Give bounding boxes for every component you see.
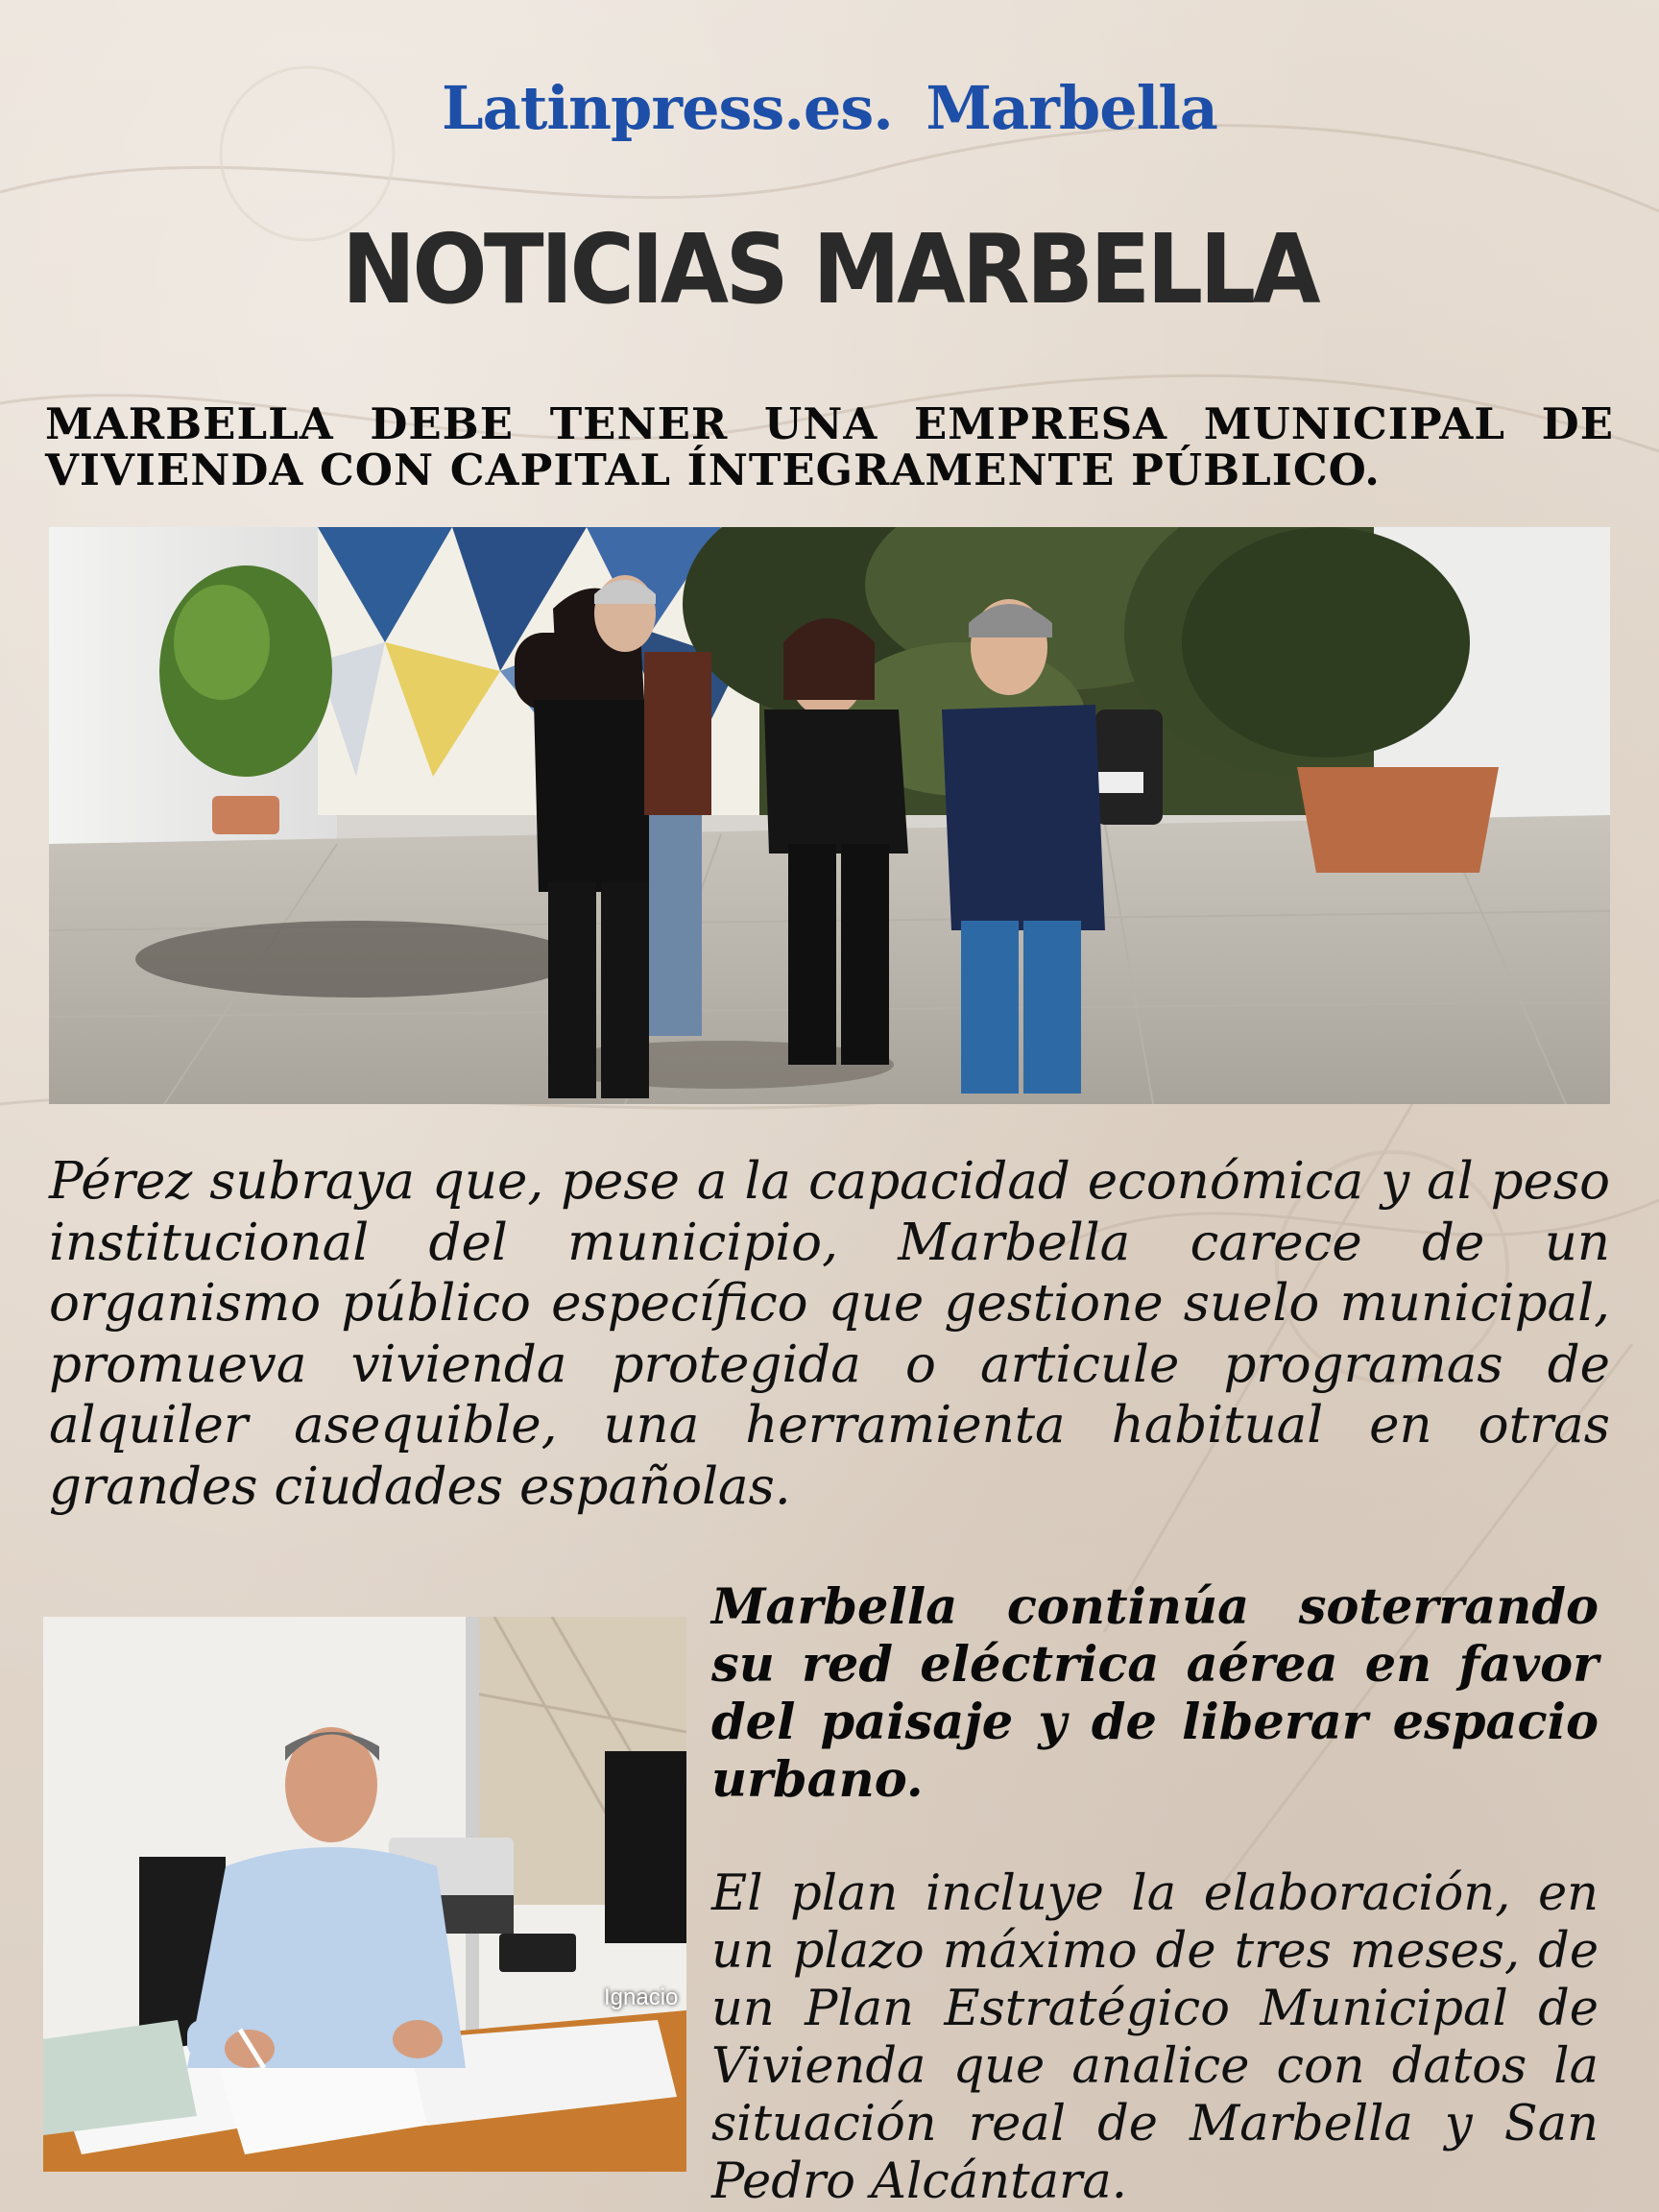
article2-headline: Marbella continúa soterrando su red eléctrica aérea en favor del paisaje y de liberar espacio urbano. — [711, 1578, 1599, 1809]
section-title: NOTICIAS MARBELLA — [342, 213, 1317, 325]
group-photo-illustration — [49, 527, 1610, 1104]
site-name: Latinpress.es. Marbella — [442, 73, 1217, 143]
article1-headline: MARBELLA DEBE TENER UNA EMPRESA MUNICIPAL DE VIVIENDA CON CAPITAL ÍNTEGRAMENTE PÚBLICO. — [45, 398, 1614, 495]
photo-overlay-text: Ignacio — [604, 1984, 679, 2010]
article2-body: El plan incluye la elaboración, en un plazo máximo de tres meses, de un Plan Estratégico Municipal de Vivienda que analice con datos la situación real de Marbella y San Pedro Alcántara. — [711, 1865, 1599, 2210]
office-photo-illustration — [43, 1617, 686, 2172]
article1-photo — [49, 527, 1610, 1104]
article2-photo — [43, 1617, 686, 2172]
article1-body: Pérez subraya que, pese a la capacidad económica y al peso institucional del municipio, Marbella carece de un organismo público específico que gestione suelo municipal, promueva vivienda protegida o articule programas de alquiler asequible, una herramienta habitual en otras grandes ciudades españolas. — [49, 1152, 1610, 1516]
